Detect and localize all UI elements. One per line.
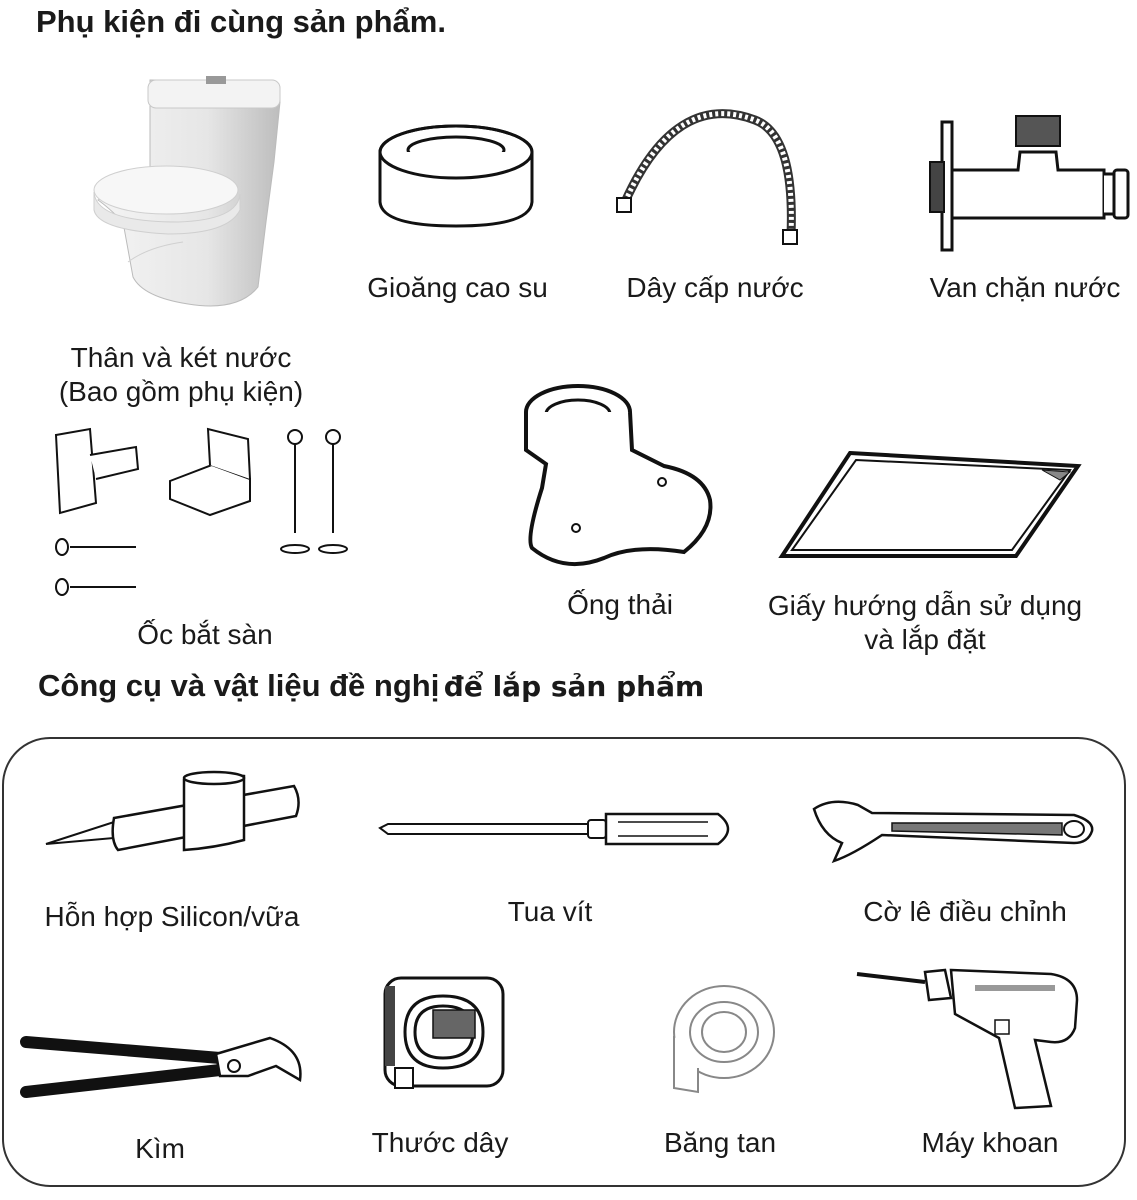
toilet-icon — [88, 72, 288, 322]
silicone-label: Hỗn hợp Silicon/vữa — [44, 901, 300, 932]
drain-pipe-icon — [524, 378, 714, 578]
toilet-label-1: Thân và két nước — [70, 342, 292, 373]
screwdriver-label: Tua vít — [507, 896, 593, 927]
rubber-gasket-icon — [376, 122, 536, 232]
pliers-label: Kìm — [135, 1133, 185, 1164]
adjustable-wrench-icon — [812, 795, 1097, 865]
teflon-tape-label: Băng tan — [663, 1127, 777, 1158]
manual-icon — [780, 450, 1080, 560]
valve-label: Van chặn nước — [929, 272, 1121, 303]
toilet-label-2: (Bao gồm phụ kiện) — [58, 376, 304, 407]
drain-label: Ống thải — [567, 589, 673, 620]
teflon-tape-icon — [662, 980, 782, 1095]
water-hose-icon — [615, 110, 815, 245]
accessories-title: Phụ kiện đi cùng sản phẩm. — [36, 4, 446, 39]
wrench-label: Cờ lê điều chỉnh — [863, 896, 1067, 927]
drill-icon — [855, 968, 1085, 1113]
tape-measure-icon — [383, 976, 508, 1096]
tape-measure-label: Thước dây — [371, 1127, 509, 1158]
floor-bolt-icon — [50, 425, 360, 605]
manual-label-2: và lắp đặt — [864, 624, 986, 655]
tools-title — [38, 668, 704, 704]
stop-valve-icon — [928, 112, 1133, 252]
screwdriver-icon — [378, 808, 743, 850]
tools-title-part2: để lắp sản phẩm — [443, 670, 705, 703]
pliers-icon — [20, 1030, 305, 1105]
manual-label-1: Giấy hướng dẫn sử dụng — [767, 590, 1083, 621]
gasket-label: Gioăng cao su — [367, 272, 548, 303]
bolts-label: Ốc bắt sàn — [137, 619, 273, 650]
silicone-tube-icon — [44, 770, 304, 855]
drill-label: Máy khoan — [921, 1127, 1059, 1158]
tools-title-part1: Công cụ và vật liệu đề nghị — [38, 668, 440, 703]
hose-label: Dây cấp nước — [626, 272, 804, 303]
